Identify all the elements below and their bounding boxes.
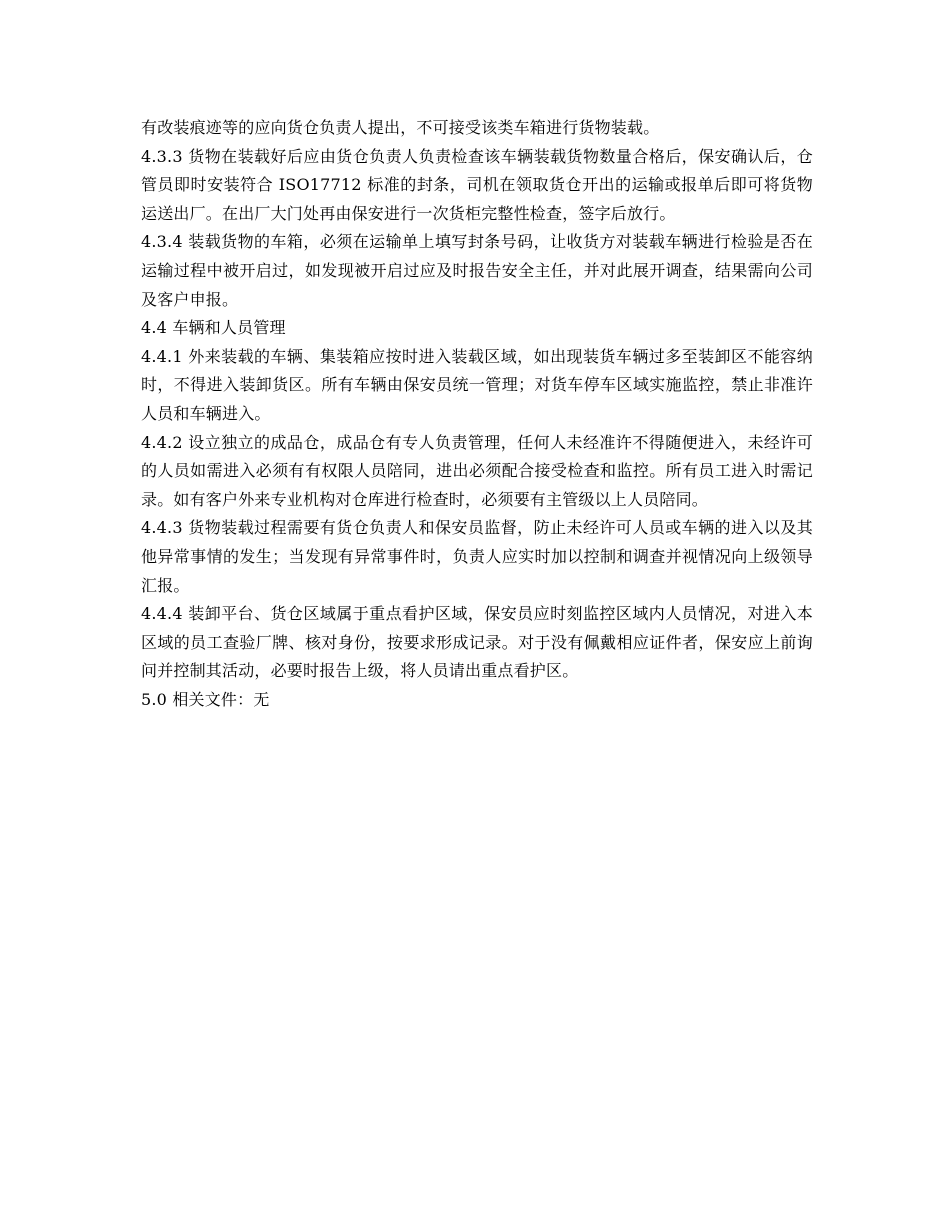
paragraph-4-3-3: 4.3.3 货物在装载好后应由货仓负责人负责检查该车辆装载货物数量合格后，保安确认后，仓管员即时安装符合 ISO17712 标准的封条，司机在领取货仓开出的运输或报单后即可将货物运送出厂。在出厂大门处再由保安进行一次货柜完整性检查，签字后放行。 xyxy=(141,146,813,223)
section-heading-4-4: 4.4 车辆和人员管理 xyxy=(141,318,286,338)
paragraph-vehicle-modification: 有改装痕迹等的应向货仓负责人提出，不可接受该类车箱进行货物装载。 xyxy=(141,118,660,137)
document-body xyxy=(141,114,813,714)
section-heading-5-0: 5.0 相关文件：无 xyxy=(141,689,270,709)
paragraph-4-4-4: 4.4.4 装卸平台、货仓区域属于重点看护区域，保安员应时刻监控区域内人员情况，对进入本区域的员工查验厂牌、核对身份，按要求形成记录。对于没有佩戴相应证件者，保安应上前询问并控制其活动，必要时报告上级，将人员请出重点看护区。 xyxy=(141,604,813,681)
paragraph-4-4-3: 4.4.3 货物装载过程需要有货仓负责人和保安员监督，防止未经许可人员或车辆的进入以及其他异常事情的发生；当发现有异常事件时，负责人应实时加以控制和调查并视情况向上级领导汇报。 xyxy=(141,518,813,595)
paragraph-4-4-2: 4.4.2 设立独立的成品仓，成品仓有专人负责管理，任何人未经准许不得随便进入，未经许可的人员如需进入必须有有权限人员陪同，进出必须配合接受检查和监控。所有员工进入时需记录。如有客户外来专业机构对仓库进行检查时，必须要有主管级以上人员陪同。 xyxy=(141,432,813,509)
paragraph-4-3-4: 4.3.4 装载货物的车箱，必须在运输单上填写封条号码，让收货方对装载车辆进行检验是否在运输过程中被开启过，如发现被开启过应及时报告安全主任，并对此展开调查，结果需向公司及客户申报。 xyxy=(141,232,813,309)
paragraph-4-4-1: 4.4.1 外来装载的车辆、集装箱应按时进入装载区域，如出现装货车辆过多至装卸区不能容纳时，不得进入装卸货区。所有车辆由保安员统一管理；对货车停车区域实施监控，禁止非准许人员和车辆进入。 xyxy=(141,346,813,423)
